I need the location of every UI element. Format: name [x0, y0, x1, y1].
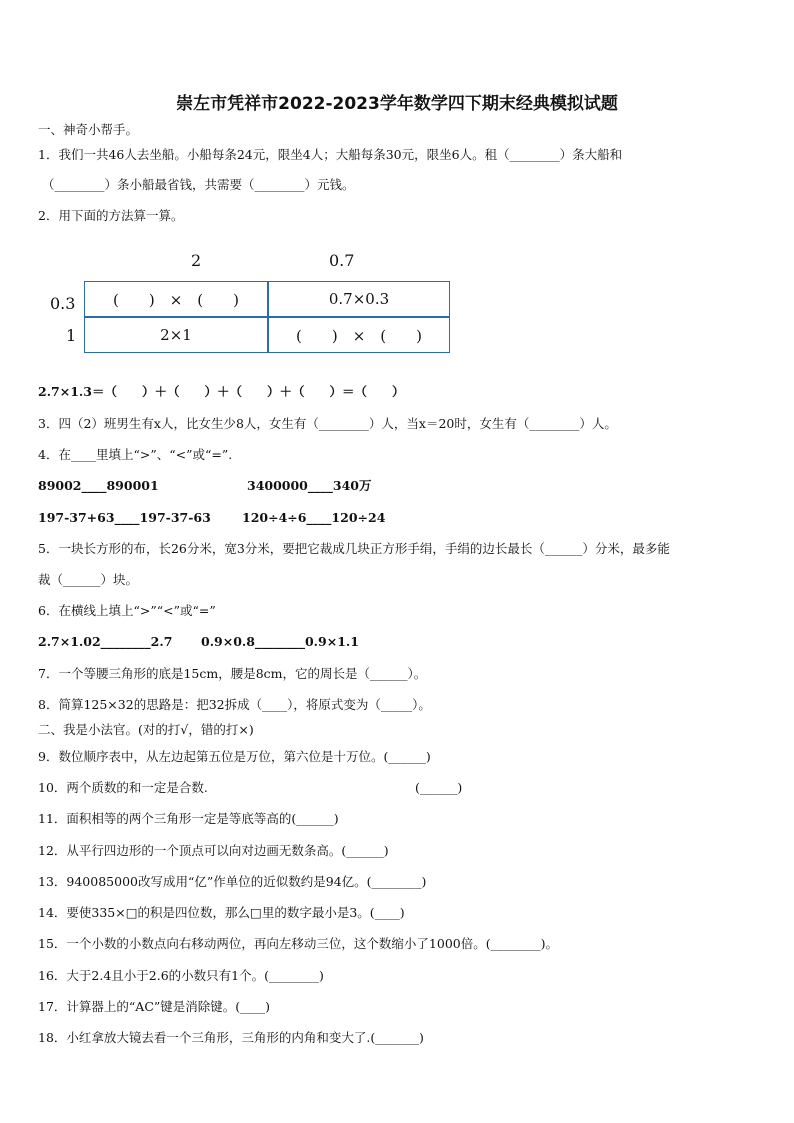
grid-cell-top-right: 0.7×0.3 — [328, 290, 390, 308]
question-10-answer-blank: (______) — [415, 780, 463, 795]
diagram-side-bottom-label: 1 — [66, 326, 77, 345]
question-5-line-1: 5．一块长方形的布，长26分米，宽3分米，要把它裁成几块正方形手绢，手绢的边长最长（______）分米，最多能 — [38, 541, 670, 556]
question-4-item-1: 89002____890001 — [38, 478, 159, 493]
grid-cell-top-left: ( ) × ( ) — [113, 290, 239, 309]
question-4: 4．在____里填上“>”、“<”或“=”. — [38, 447, 233, 462]
question-15: 15．一个小数的小数点向右移动两位，再向左移动三位，这个数缩小了1000倍。(________)。 — [38, 936, 558, 951]
question-16: 16．大于2.4且小于2.6的小数只有1个。(________) — [38, 968, 324, 983]
question-1-line-1: 1．我们一共46人去坐船。小船每条24元，限坐4人；大船每条30元，限坐6人。租（________）条大船和 — [38, 147, 623, 162]
question-14: 14．要使335×□的积是四位数，那么□里的数字最小是3。(____) — [38, 905, 405, 920]
question-8: 8．简算125×32的思路是：把32拆成（____），将原式变为（_____）。 — [38, 697, 431, 712]
question-4-item-2: 3400000____340万 — [247, 478, 372, 493]
diagram-top-left-label: 2 — [191, 251, 202, 270]
question-6: 6．在横线上填上“>”“<”或“=” — [38, 603, 216, 618]
question-6-item-1: 2.7×1.02________2.7 — [38, 634, 173, 649]
question-18: 18．小红拿放大镜去看一个三角形，三角形的内角和变大了.(_______) — [38, 1030, 424, 1045]
question-6-item-2: 0.9×0.8________0.9×1.1 — [201, 634, 359, 649]
multiplication-grid — [84, 281, 450, 353]
grid-cell-bottom-right: ( ) × ( ) — [296, 326, 422, 345]
question-17: 17．计算器上的“AC”键是消除键。(____) — [38, 999, 271, 1014]
question-10: 10．两个质数的和一定是合数. — [38, 780, 208, 795]
question-5-line-2: 裁（______）块。 — [38, 572, 139, 587]
question-4-item-4: 120÷4÷6____120÷24 — [242, 510, 386, 525]
section-heading-1: 一、神奇小帮手。 — [38, 122, 139, 137]
section-heading-2: 二、我是小法官。(对的打√，错的打×) — [38, 722, 254, 737]
question-3: 3．四（2）班男生有x人，比女生少8人，女生有（________）人，当x＝20时，女生有（________）人。 — [38, 416, 617, 431]
question-1-line-2: （________）条小船最省钱，共需要（________）元钱。 — [42, 177, 355, 192]
question-2-expression: 2.7×1.3＝（ ）＋（ ）＋（ ）＋（ ）＝（ ） — [38, 384, 405, 399]
question-7: 7．一个等腰三角形的底是15cm，腰是8cm，它的周长是（______）。 — [38, 666, 427, 681]
grid-cell-bottom-left: 2×1 — [160, 326, 192, 344]
diagram-side-top-label: 0.3 — [50, 294, 76, 313]
diagram-top-right-label: 0.7 — [329, 251, 355, 270]
question-4-item-3: 197-37+63____197-37-63 — [38, 510, 211, 525]
question-11: 11．面积相等的两个三角形一定是等底等高的(______) — [38, 811, 339, 826]
page-title: 崇左市凭祥市2022-2023学年数学四下期末经典模拟试题 — [176, 94, 618, 114]
question-9: 9．数位顺序表中，从左边起第五位是万位，第六位是十万位。(______) — [38, 749, 431, 764]
question-13: 13．940085000改写成用“亿”作单位的近似数约是94亿。(________) — [38, 874, 427, 889]
question-12: 12．从平行四边形的一个顶点可以向对边画无数条高。(______) — [38, 843, 389, 858]
question-2: 2．用下面的方法算一算。 — [38, 208, 184, 223]
